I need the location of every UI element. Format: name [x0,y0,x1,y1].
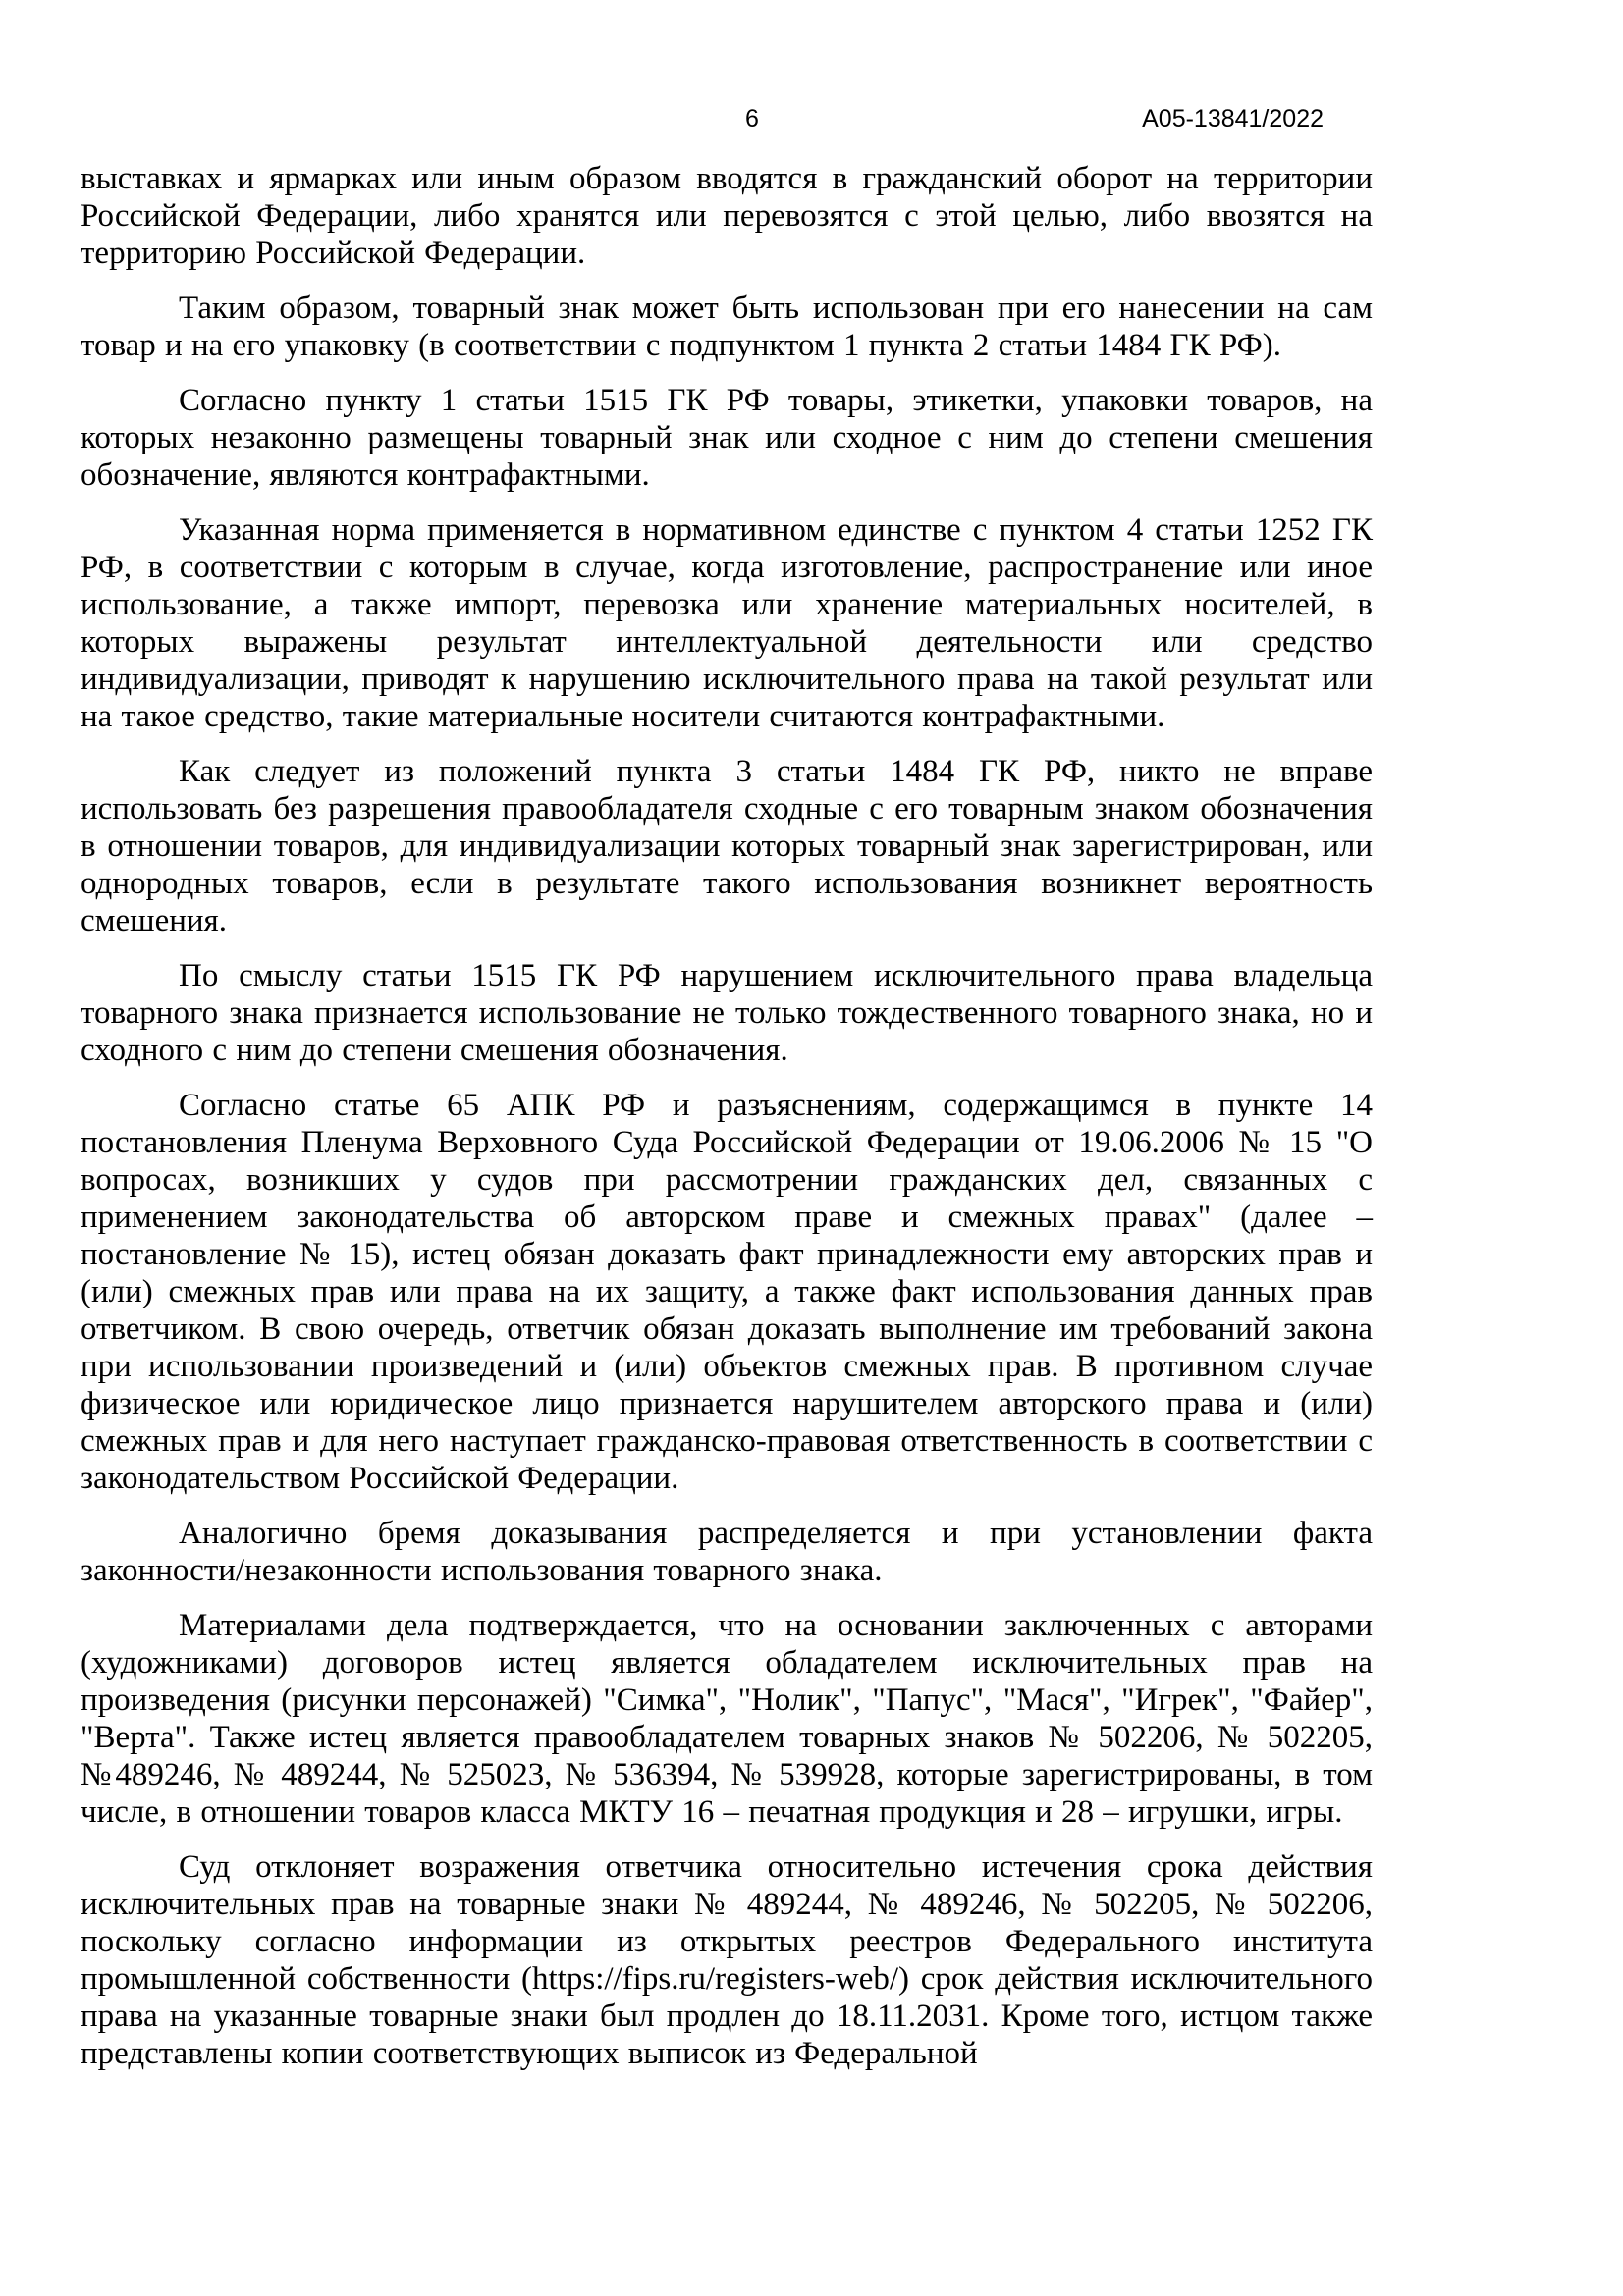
document-body [81,160,1373,2090]
paragraph: Согласно пункту 1 статьи 1515 ГК РФ товары, этикетки, упаковки товаров, на которых незаконно размещены товарный знак или сходное с ним до степени смешения обозначение, являются контрафактными. [81,383,1373,493]
page-number: 6 [745,105,759,133]
paragraph: Суд отклоняет возражения ответчика относительно истечения срока действия исключительных прав на товарные знаки № 489244, № 489246, № 502205, № 502206, поскольку согласно информации из открытых реестров Федерального института промышленной собственности (https://fips.ru/registers-web/) срок действия исключительного права на указанные товарные знаки был продлен до 18.11.2031. Кроме того, истцом также представлены копии соответствующих выписок из Федеральной [81,1849,1373,2071]
paragraph: Таким образом, товарный знак может быть использован при его нанесении на сам товар и на его упаковку (в соответствии с подпунктом 1 пункта 2 статьи 1484 ГК РФ). [81,291,1373,363]
case-number: А05-13841/2022 [1142,105,1324,133]
paragraph: Аналогично бремя доказывания распределяется и при установлении факта законности/незаконности использования товарного знака. [81,1516,1373,1588]
paragraph: Указанная норма применяется в нормативном единстве с пунктом 4 статьи 1252 ГК РФ, в соответствии с которым в случае, когда изготовление, распространение или иное использование, а также импорт, перевозка или хранение материальных носителей, в которых выражены результат интеллектуальной деятельности или средство индивидуализации, приводят к нарушению исключительного права на такой результат или на такое средство, такие материальные носители считаются контрафактными. [81,512,1373,734]
paragraph: По смыслу статьи 1515 ГК РФ нарушением исключительного права владельца товарного знака признается использование не только тождественного товарного знака, но и сходного с ним до степени смешения обозначения. [81,958,1373,1068]
paragraph: Согласно статье 65 АПК РФ и разъяснениям, содержащимся в пункте 14 постановления Пленума Верховного Суда Российской Федерации от 19.06.2006 № 15 "О вопросах, возникших у судов при рассмотрении гражданских дел, связанных с применением законодательства об авторском праве и смежных правах" (далее – постановление № 15), истец обязан доказать факт принадлежности ему авторских прав и (или) смежных прав или права на их защиту, а также факт использования данных прав ответчиком. В свою очередь, ответчик обязан доказать выполнение им требований закона при использовании произведений и (или) объектов смежных прав. В противном случае физическое или юридическое лицо признается нарушителем авторского права и (или) смежных прав и для него наступает гражданско-правовая ответственность в соответствии с законодательством Российской Федерации. [81,1088,1373,1496]
paragraph: выставках и ярмарках или иным образом вводятся в гражданский оборот на территории Российской Федерации, либо хранятся или перевозятся с этой целью, либо ввозятся на территорию Российской Федерации. [81,161,1373,271]
paragraph: Материалами дела подтверждается, что на основании заключенных с авторами (художниками) договоров истец является обладателем исключительных прав на произведения (рисунки персонажей) "Симка", "Нолик", "Папус", "Мася", "Игрек", "Файер", "Верта". Также истец является правообладателем товарных знаков № 502206, № 502205, №489246, № 489244, № 525023, № 536394, № 539928, которые зарегистрированы, в том числе, в отношении товаров класса МКТУ 16 – печатная продукция и 28 – игрушки, игры. [81,1608,1373,1830]
paragraph: Как следует из положений пункта 3 статьи 1484 ГК РФ, никто не вправе использовать без разрешения правообладателя сходные с его товарным знаком обозначения в отношении товаров, для индивидуализации которых товарный знак зарегистрирован, или однородных товаров, если в результате такого использования возникнет вероятность смешения. [81,754,1373,938]
